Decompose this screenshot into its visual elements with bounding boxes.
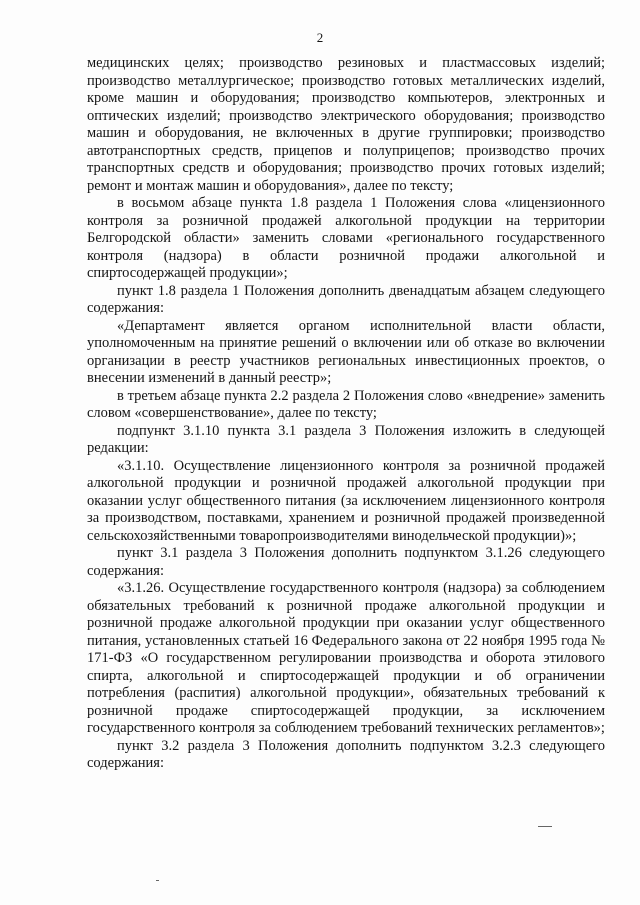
document-body (87, 55, 605, 773)
paragraph-4: «Департамент является органом исполнительной власти области, уполномоченным на принятие решений о включении или об отказе во включении организации в реестр участников региональных инвестиционных проектов, о внесении изменений в данный реестр»; (87, 317, 605, 386)
page-number: 2 (316, 30, 324, 45)
paragraph-3: пункт 1.8 раздела 1 Положения дополнить двенадцатым абзацем следующего содержания: (87, 282, 605, 316)
paragraph-9: «3.1.26. Осуществление государственного контроля (надзора) за соблюдением обязательных требований к розничной продаже алкогольной продукции и розничной продаже алкогольной продукции при оказании услуг общественного питания, установленных статьей 16 Федерального закона от 22 ноября 1995 года № 171-ФЗ «О государственном регулировании производства и оборота этилового спирта, алкогольной и спиртосодержащей продукции и об ограничении потребления (распития) алкогольной продукции», обязательных требований к розничной продаже спиртосодержащей продукции, за исключением государственного контроля за соблюдением требований технических регламентов»; (87, 580, 605, 736)
paragraph-1: медицинских целях; производство резиновых и пластмассовых изделий; производство металлургическое; производство готовых металлических изделий, кроме машин и оборудования; производство компьютеров, электронных и оптических изделий; производство электрического оборудования; производство машин и оборудования, не включенных в другие группировки; производство автотранспортных средств, прицепов и полуприцепов; производство прочих транспортных средств и оборудования; производство прочих готовых изделий; ремонт и монтаж машин и оборудования», далее по тексту; (87, 55, 605, 194)
paragraph-6: подпункт 3.1.10 пункта 3.1 раздела 3 Положения изложить в следующей редакции: (87, 422, 605, 456)
paragraph-2: в восьмом абзаце пункта 1.8 раздела 1 Положения слова «лицензионного контроля за розничной продажей алкогольной продукции на территории Белгородской области» заменить словами «регионального государственного контроля (надзора) в области розничной продажи алкогольной и спиртосодержащей продукции»; (87, 195, 605, 281)
paragraph-7: «3.1.10. Осуществление лицензионного контроля за розничной продажей алкогольной продукции и розничной продажей алкогольной продукции при оказании услуг общественного питания (за исключением лицензионного контроля за производством, поставками, хранением и розничной продажей произведенной сельскохозяйственными товаропроизводителями винодельческой продукции)»; (87, 457, 605, 544)
paragraph-5: в третьем абзаце пункта 2.2 раздела 2 Положения слово «внедрение» заменить словом «совершенствование», далее по тексту; (87, 387, 605, 421)
scan-artifact (538, 826, 552, 827)
scan-artifact (156, 880, 159, 881)
paragraph-8: пункт 3.1 раздела 3 Положения дополнить подпунктом 3.1.26 следующего содержания: (87, 545, 605, 579)
paragraph-10: пункт 3.2 раздела 3 Положения дополнить подпунктом 3.2.3 следующего содержания: (87, 737, 605, 771)
